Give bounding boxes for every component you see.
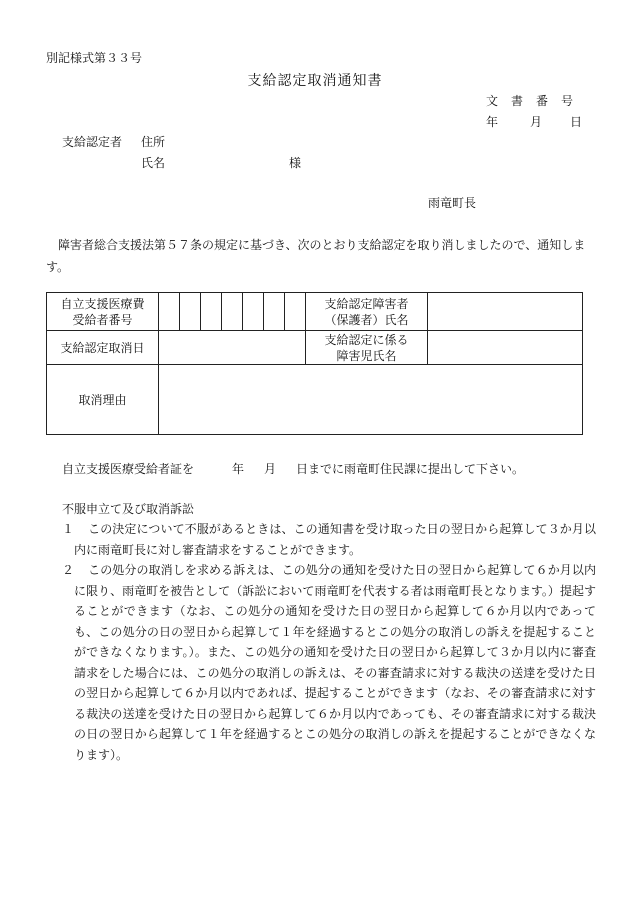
child-name-label: 支給認定に係る 障害児氏名 xyxy=(306,331,428,365)
submit-instruction xyxy=(62,460,524,477)
patient-name-label: 支給認定障害者 （保護者）氏名 xyxy=(306,293,428,331)
recipient-number-digit[interactable] xyxy=(222,293,243,331)
doc-number-char: 書 xyxy=(511,94,524,108)
submit-year: 年 xyxy=(232,462,245,476)
revocation-info-table xyxy=(46,292,583,435)
name-label: 氏名 xyxy=(141,156,166,170)
doc-number-char: 番 xyxy=(536,94,549,108)
date-month-label: 月 xyxy=(530,115,543,129)
submit-suffix: 日までに雨竜町住民課に提出して下さい。 xyxy=(296,462,525,476)
address-label: 住所 xyxy=(141,135,166,149)
intro-paragraph: 障害者総合支援法第５７条の規定に基づき、次のとおり支給認定を取り消しましたので、通知します。 xyxy=(46,238,586,274)
recipient-number-digit[interactable] xyxy=(243,293,264,331)
submit-prefix: 自立支援医療受給者証を xyxy=(62,462,195,476)
doc-number-char: 文 xyxy=(486,94,499,108)
recipient-number-digit[interactable] xyxy=(264,293,285,331)
document-number-label xyxy=(486,92,586,109)
revoke-date-value[interactable] xyxy=(159,331,306,365)
recipient-number-digit[interactable] xyxy=(285,293,306,331)
document-title: 支給認定取消通知書 xyxy=(247,73,383,89)
submit-month: 月 xyxy=(264,462,277,476)
recipient-number-digit[interactable] xyxy=(201,293,222,331)
appeal-title: 不服申立て及び取消訴訟 xyxy=(62,502,195,516)
date-year-label: 年 xyxy=(486,115,499,129)
recipient-label: 支給認定者 xyxy=(62,135,123,149)
reason-value[interactable] xyxy=(159,365,583,435)
form-number: 別記様式第３３号 xyxy=(46,51,143,65)
revoke-date-label: 支給認定取消日 xyxy=(47,331,159,365)
recipient-number-digit[interactable] xyxy=(180,293,201,331)
patient-name-value[interactable] xyxy=(428,293,583,331)
date-day-label: 日 xyxy=(570,115,583,129)
reason-label: 取消理由 xyxy=(47,365,159,435)
doc-number-char: 号 xyxy=(561,94,574,108)
recipient-number-digit[interactable] xyxy=(159,293,180,331)
appeal-item: １ この決定について不服があるときは、この通知書を受け取った日の翌日から起算して３か月以内に雨竜町長に対し審査請求をすることができます。 xyxy=(62,522,596,557)
appeal-item: ２ この処分の取消しを求める訴えは、この処分の通知を受けた日の翌日から起算して６か月以内に限り、雨竜町を被告として（訴訟において雨竜町を代表する者は雨竜町長となります。）提起することができます（なお、この処分の通知を受けた日の翌日から起算して６か月以内であっても、この処分の日の翌日から起算して１年を経過するとこの処分の取消しの訴えを提起することができなくなります。）。また、この処分の通知を受けた日の翌日から起算して３か月以内に審査請求をした場合には、この処分の取消しの訴えは、その審査請求に対する裁決の送達を受けた日の翌日から起算して６か月以内であれば、提起することができます（なお、その審査請求に対する裁決の送達を受けた日の翌日から起算して６か月以内であっても、その審査請求に対する裁決の日の翌日から起算して１年を経過するとこの処分の取消しの訴えを提起することができなくなります）。 xyxy=(62,563,596,762)
honorific: 様 xyxy=(289,156,302,170)
issuer: 雨竜町長 xyxy=(428,196,477,210)
recipient-number-label: 自立支援医療費 受給者番号 xyxy=(47,293,159,331)
child-name-value[interactable] xyxy=(428,331,583,365)
